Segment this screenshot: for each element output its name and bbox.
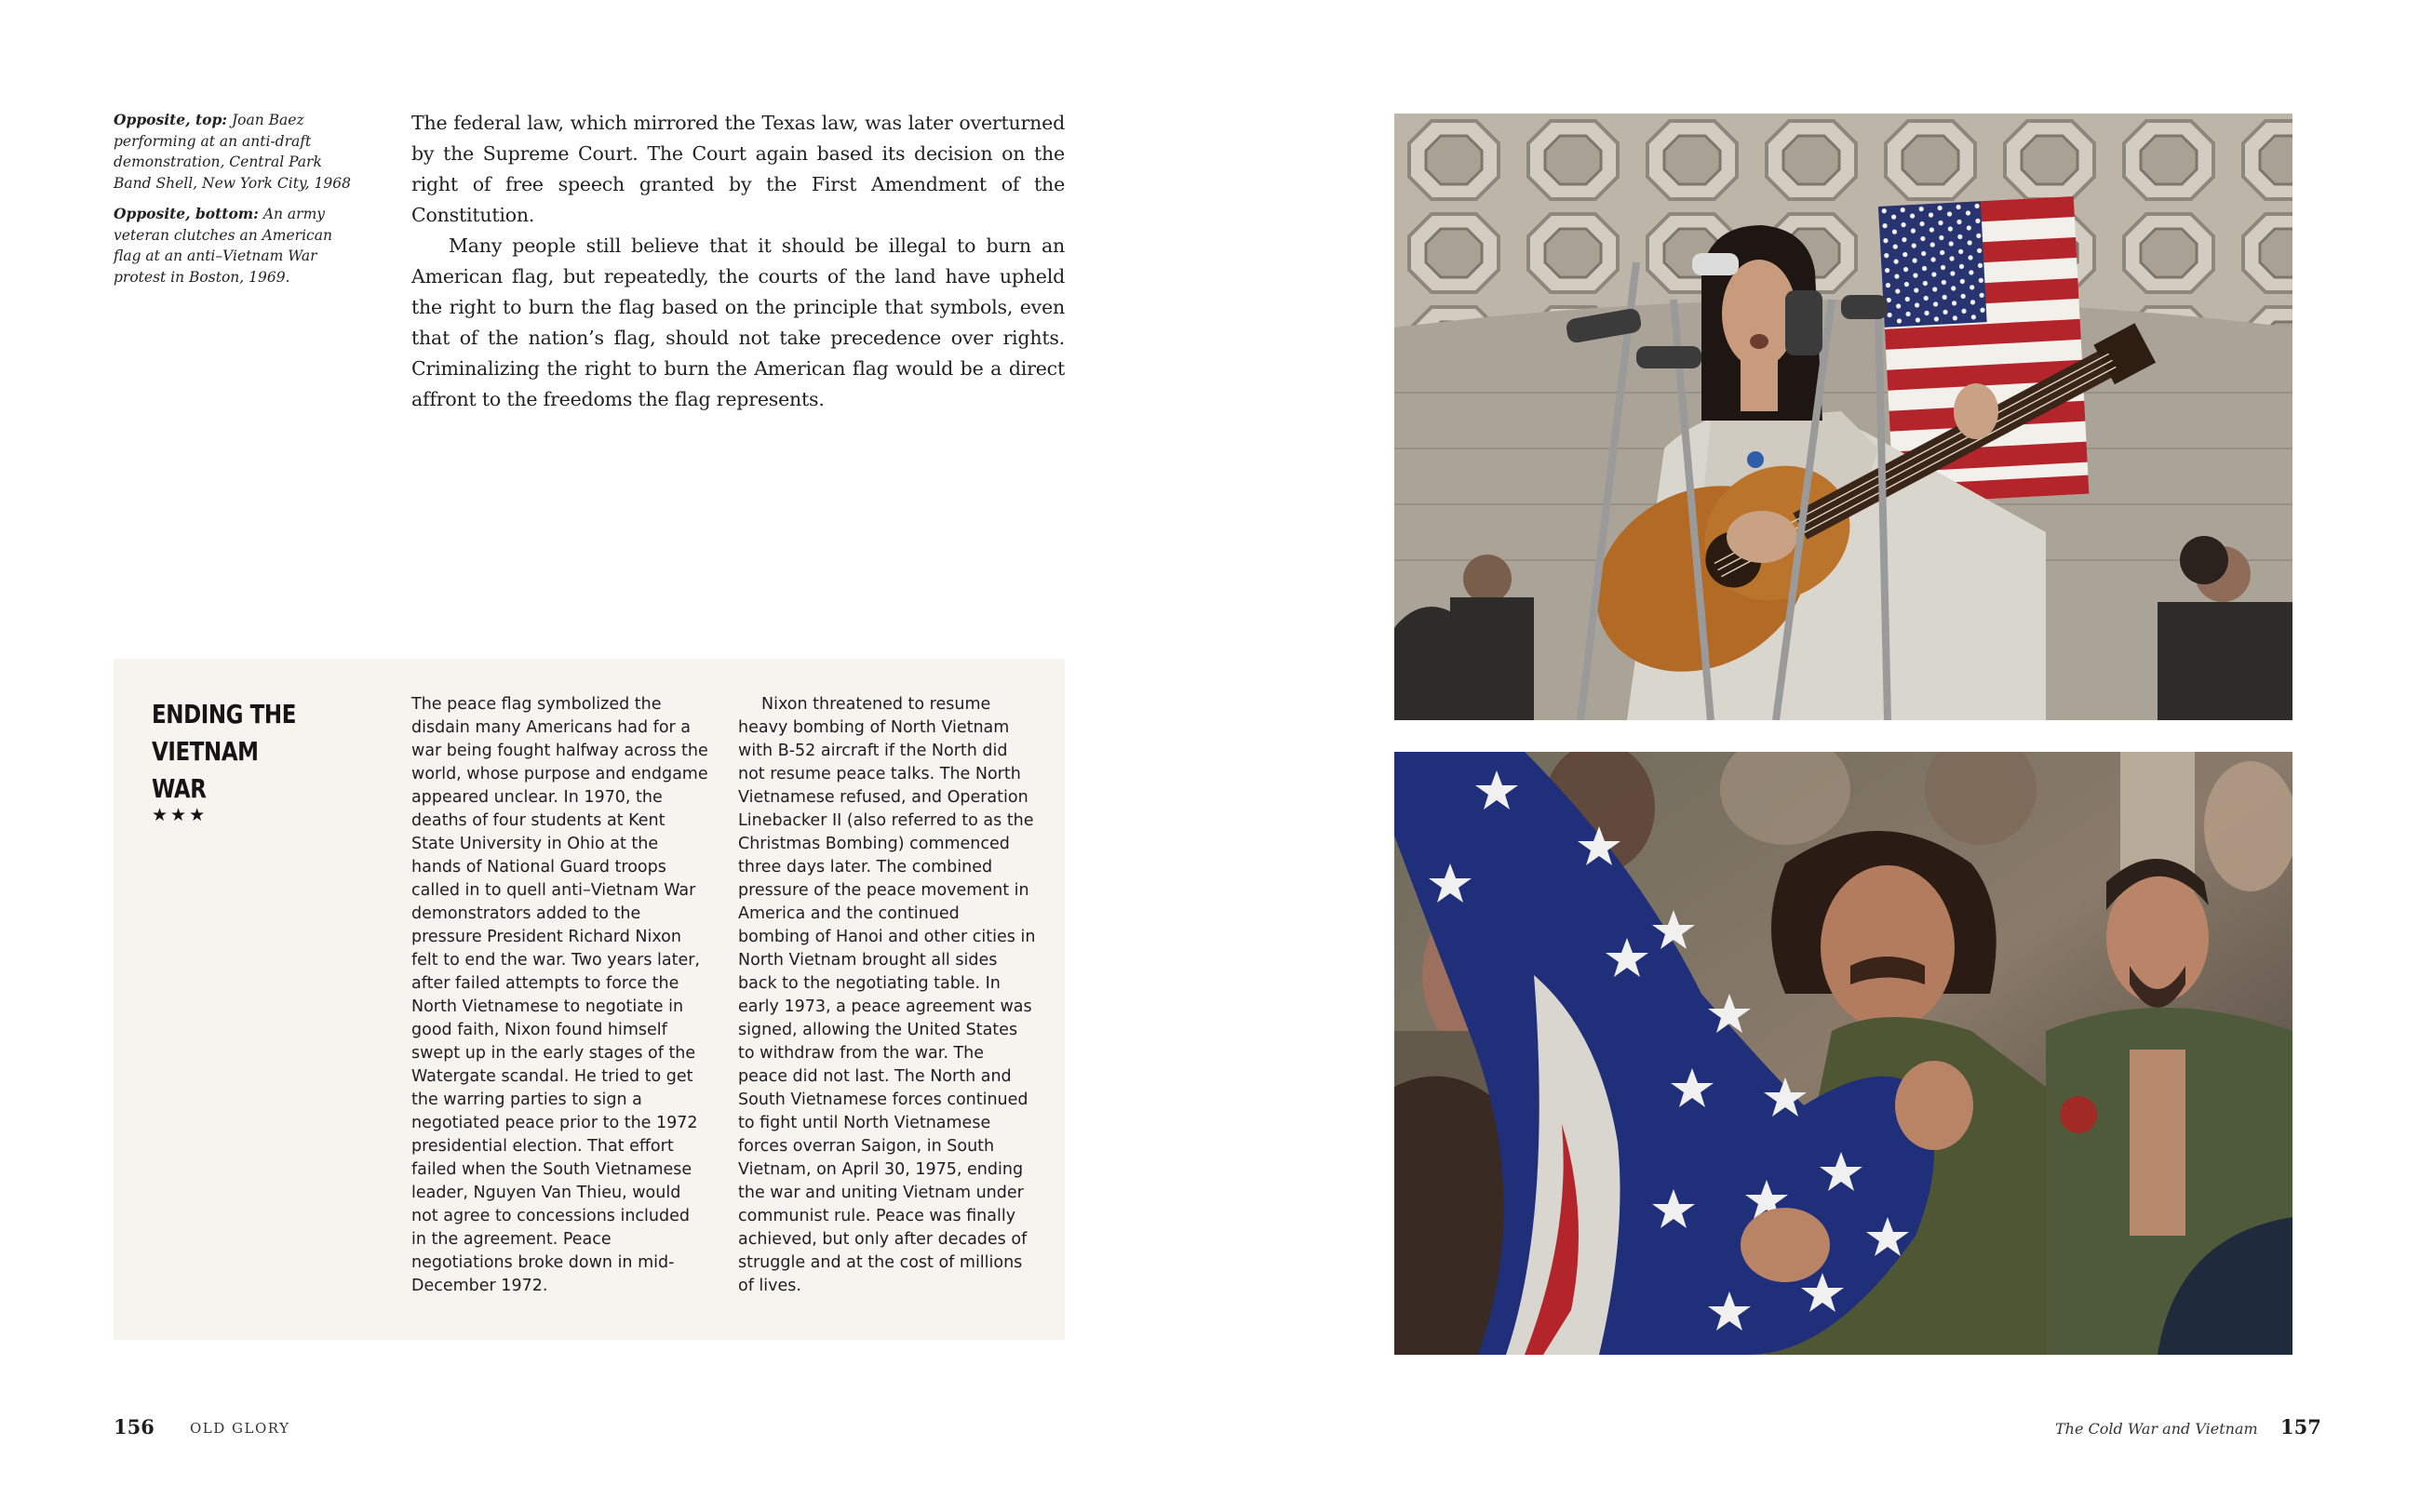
photo-joan-baez [1394, 114, 2292, 720]
body-paragraph-1: The federal law, which mirrored the Texas law, was later overturned by the Supreme Court. The Court again based its decision on the right of free speech granted by the First Amendment of the Constitution. [411, 112, 1065, 226]
caption-top-text: Joan Baez performing at an anti-draft demonstration, Central Park Band Shell, New York City, 1968 [114, 112, 351, 192]
running-head-left: OLD GLORY [190, 1420, 290, 1437]
sidebar-column-1: The peace flag symbolized the disdain many Americans had for a war being fought halfway across the world, whose purpose and endgame appeared unclear. In 1970, the deaths of four students at Kent State University in Ohio at the hands of National Guard troops called in to quell anti–Vietnam War demonstrators added to the pressure President Richard Nixon felt to end the war. Two years later, after failed attempts to force the North Vietnamese to negotiate in good faith, Nixon found himself swept up in the early stages of the Watergate scandal. He tried to get the warring parties to sign a negotiated peace prior to the 1972 presidential election. That effort failed when the South Vietnamese leader, Nguyen Van Thieu, would not agree to concessions included in the agreement. Peace negotiations broke down in mid-December 1972. [411, 695, 708, 1295]
caption-bottom-lead: Opposite, bottom: [114, 205, 259, 222]
photo-captions [114, 110, 351, 298]
caption-top [114, 110, 351, 194]
sidebar-stars-ornament: ★★★ [152, 805, 208, 825]
body-text [411, 108, 1065, 415]
sidebar-title: ENDING THE VIETNAM WAR [152, 699, 297, 804]
caption-bottom-text: An army veteran clutches an American flag at an anti–Vietnam War protest in Boston, 1969. [114, 206, 332, 286]
caption-top-lead: Opposite, top: [114, 111, 228, 128]
running-head-right: The Cold War and Vietnam [2055, 1420, 2258, 1438]
page-number-left: 156 [114, 1415, 155, 1438]
page-number-right: 157 [2280, 1415, 2321, 1438]
photo-veteran-with-flag [1394, 752, 2292, 1355]
caption-bottom [114, 204, 351, 288]
sidebar-column-2: Nixon threatened to resume heavy bombing of North Vietnam with B-52 aircraft if the North did not resume peace talks. The North Vietnamese refused, and Operation Linebacker II (also referred to as the Christmas Bombing) commenced three days later. The combined pressure of the peace movement in America and the continued bombing of Hanoi and other cities in North Vietnam brought all sides back to the negotiating table. In early 1973, a peace agreement was signed, allowing the United States to withdraw from the war. The peace did not last. The North and South Vietnamese forces continued to fight until North Vietnamese forces overran Saigon, in South Vietnam, on April 30, 1975, ending the war and uniting Vietnam under communist rule. Peace was finally achieved, but only after decades of struggle and at the cost of millions of lives. [738, 695, 1036, 1295]
body-paragraph-2: Many people still believe that it should be illegal to burn an American flag, but repeatedly, the courts of the land have upheld the right to burn the flag based on the principle that symbols, even that of the nation’s flag, should not take precedence over rights. Criminalizing the right to burn the American flag would be a direct affront to the freedoms the flag represents. [411, 234, 1065, 410]
